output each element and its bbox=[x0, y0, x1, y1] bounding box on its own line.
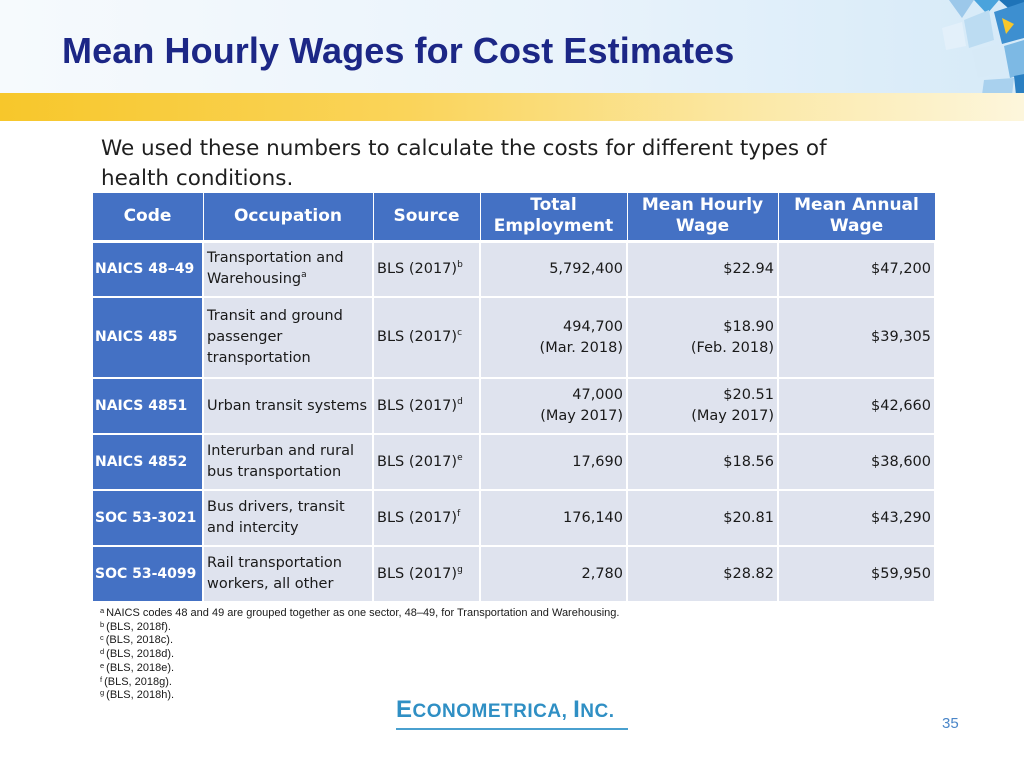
row-annual-wage: $59,950 bbox=[778, 546, 935, 602]
row-occupation bbox=[203, 546, 373, 602]
table-row bbox=[92, 241, 935, 297]
header-employment-line1: Total bbox=[530, 195, 577, 216]
row-occupation bbox=[203, 378, 373, 434]
source-text: BLS (2017) bbox=[377, 453, 458, 470]
row-hourly-wage bbox=[627, 546, 778, 602]
header-hourly-line2: Wage bbox=[675, 216, 730, 237]
row-occupation bbox=[203, 490, 373, 546]
row-employment bbox=[480, 241, 627, 297]
footnote-mark: g bbox=[100, 688, 105, 698]
footnote bbox=[100, 621, 619, 635]
footnote-text: (BLS, 2018e). bbox=[106, 661, 175, 674]
hourly-value: $28.82 bbox=[723, 565, 774, 582]
logo-text-part1: CONOMETRICA, bbox=[412, 701, 574, 722]
employment-date: (May 2017) bbox=[540, 408, 623, 424]
header-employment-line2: Employment bbox=[493, 216, 614, 237]
footnote-text: (BLS, 2018f). bbox=[106, 620, 171, 633]
table-row bbox=[92, 378, 935, 434]
footnote-mark: e bbox=[100, 660, 105, 670]
header-employment bbox=[480, 193, 627, 241]
footnote bbox=[100, 607, 619, 621]
row-employment bbox=[480, 490, 627, 546]
header-hourly-line1: Mean Hourly bbox=[641, 195, 764, 216]
source-text: BLS (2017) bbox=[377, 260, 458, 277]
hourly-value: $22.94 bbox=[723, 260, 774, 277]
footnote-mark: a bbox=[301, 270, 307, 281]
footnote-mark: b bbox=[100, 619, 105, 629]
hourly-value: $18.90 bbox=[723, 318, 774, 335]
row-annual-wage: $38,600 bbox=[778, 434, 935, 490]
header-annual-line1: Mean Annual bbox=[794, 195, 919, 216]
footnote-text: (BLS, 2018g). bbox=[104, 675, 172, 688]
employment-value: 47,000 bbox=[572, 387, 623, 403]
header-annual-line2: Wage bbox=[829, 216, 884, 237]
footnote-mark: f bbox=[457, 508, 461, 519]
row-code: SOC 53-3021 bbox=[92, 490, 203, 546]
footnote-mark: d bbox=[100, 647, 105, 657]
hourly-value: $18.56 bbox=[723, 453, 774, 470]
footnote bbox=[100, 634, 619, 648]
row-occupation bbox=[203, 297, 373, 378]
row-code: SOC 53-4099 bbox=[92, 546, 203, 602]
table-row bbox=[92, 546, 935, 602]
slide-title: Mean Hourly Wages for Cost Estimates bbox=[62, 30, 735, 71]
occupation-text: Interurban and rural bus transportation bbox=[207, 443, 354, 480]
header-band bbox=[0, 0, 1024, 95]
hourly-value: $20.81 bbox=[723, 509, 774, 526]
footnote-mark: b bbox=[457, 259, 463, 270]
econometrica-logo bbox=[396, 697, 629, 731]
occupation-text: Urban transit systems bbox=[207, 397, 368, 414]
footnote-text: (BLS, 2018h). bbox=[106, 689, 175, 702]
row-employment bbox=[480, 434, 627, 490]
logo-letter-i: I bbox=[573, 696, 581, 723]
row-annual-wage: $47,200 bbox=[778, 241, 935, 297]
row-code: NAICS 48–49 bbox=[92, 241, 203, 297]
row-employment bbox=[480, 378, 627, 434]
logo-underline bbox=[396, 728, 628, 730]
logo-text-part2: NC. bbox=[580, 701, 615, 722]
row-annual-wage: $42,660 bbox=[778, 378, 935, 434]
decorative-cube-pattern bbox=[854, 0, 1024, 95]
row-source bbox=[373, 241, 480, 297]
logo-letter-e: E bbox=[396, 696, 413, 723]
footnote bbox=[100, 648, 619, 662]
row-hourly-wage bbox=[627, 241, 778, 297]
row-source bbox=[373, 378, 480, 434]
row-code: NAICS 485 bbox=[92, 297, 203, 378]
row-source bbox=[373, 546, 480, 602]
row-code: NAICS 4851 bbox=[92, 378, 203, 434]
header-source: Source bbox=[373, 193, 480, 241]
page-number: 35 bbox=[942, 715, 959, 732]
row-hourly-wage bbox=[627, 434, 778, 490]
table-row bbox=[92, 434, 935, 490]
footnote-text: NAICS codes 48 and 49 are grouped together as one sector, 48–49, for Transportation and Warehousing. bbox=[106, 607, 620, 619]
header-occupation: Occupation bbox=[203, 193, 373, 241]
intro-text: We used these numbers to calculate the costs for different types of health conditions. bbox=[101, 136, 827, 191]
header-annual-wage bbox=[778, 193, 935, 241]
footnote-mark: c bbox=[457, 328, 463, 338]
footnotes bbox=[100, 607, 619, 703]
table-header-row bbox=[92, 193, 935, 241]
occupation-text: Rail transportation workers, all other bbox=[207, 555, 342, 592]
row-annual-wage: $39,305 bbox=[778, 297, 935, 378]
footnote-mark: g bbox=[457, 564, 463, 575]
footnote-mark: e bbox=[457, 452, 463, 463]
hourly-date: (May 2017) bbox=[691, 408, 774, 424]
footnote bbox=[100, 676, 619, 690]
table-row bbox=[92, 490, 935, 546]
footnote-mark: a bbox=[100, 606, 105, 615]
employment-value: 17,690 bbox=[572, 453, 623, 470]
source-text: BLS (2017) bbox=[377, 565, 458, 582]
footnote bbox=[100, 662, 619, 676]
row-employment bbox=[480, 546, 627, 602]
employment-value: 5,792,400 bbox=[549, 260, 623, 277]
row-hourly-wage bbox=[627, 297, 778, 378]
logo-wordmark bbox=[396, 697, 629, 725]
row-source bbox=[373, 434, 480, 490]
employment-date: (Mar. 2018) bbox=[539, 339, 623, 356]
row-hourly-wage bbox=[627, 490, 778, 546]
footnote-mark: c bbox=[100, 633, 104, 643]
source-text: BLS (2017) bbox=[377, 509, 458, 526]
row-code: NAICS 4852 bbox=[92, 434, 203, 490]
occupation-text: Bus drivers, transit and intercity bbox=[207, 499, 345, 536]
accent-bar bbox=[0, 93, 1024, 121]
hourly-date: (Feb. 2018) bbox=[690, 339, 774, 356]
employment-value: 2,780 bbox=[581, 565, 623, 582]
occupation-text: Transportation and Warehousing bbox=[207, 250, 344, 288]
occupation-text: Transit and ground passenger transportation bbox=[207, 308, 343, 366]
hourly-value: $20.51 bbox=[723, 387, 774, 403]
footnote-mark: f bbox=[100, 674, 103, 684]
row-source bbox=[373, 490, 480, 546]
row-employment bbox=[480, 297, 627, 378]
row-occupation bbox=[203, 241, 373, 297]
employment-value: 176,140 bbox=[563, 509, 623, 526]
source-text: BLS (2017) bbox=[377, 397, 458, 414]
footnote-text: (BLS, 2018d). bbox=[106, 648, 175, 661]
row-annual-wage: $43,290 bbox=[778, 490, 935, 546]
header-hourly-wage bbox=[627, 193, 778, 241]
footnote-mark: d bbox=[457, 396, 463, 407]
row-hourly-wage bbox=[627, 378, 778, 434]
row-occupation bbox=[203, 434, 373, 490]
employment-value: 494,700 bbox=[563, 318, 623, 335]
footnote-text: (BLS, 2018c). bbox=[105, 634, 174, 647]
row-source bbox=[373, 297, 480, 378]
header-code: Code bbox=[92, 193, 203, 241]
table-row bbox=[92, 297, 935, 378]
source-text: BLS (2017) bbox=[377, 329, 458, 345]
wage-table bbox=[91, 193, 936, 603]
